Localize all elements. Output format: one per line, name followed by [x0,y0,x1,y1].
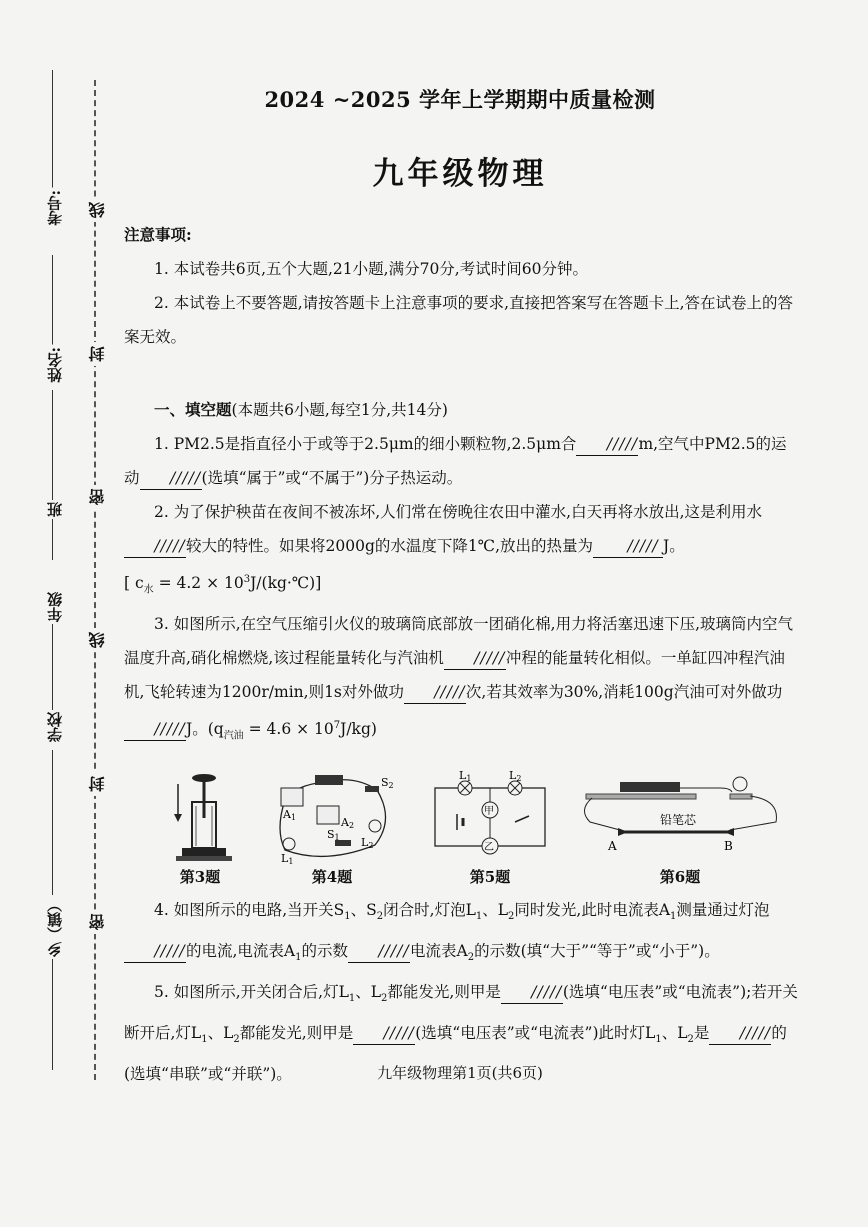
q3-formula-q: J。(q [186,720,224,739]
q2-text-c: J。 [663,537,685,555]
name-line [52,255,53,345]
exam-title: 2024 ~2025 学年上学期期中质量检测 [264,87,656,112]
answer-blank: ///// [124,718,186,741]
class-line [52,390,53,560]
q2-formula-value: = 4.2 × 10 [153,574,244,593]
section-note: (本题共6小题,每空1分,共14分) [231,401,448,419]
q1-text-c: (选填“属于”或“不属于”)分子热运动。 [201,469,463,487]
q3-text-a: 3. 如图所示,在空气压缩引火仪的玻璃筒底部放一团硝化棉,用力将活塞迅速下压,玻璃筒内空气温度升高,硝化棉燃烧,该过程能量转化与汽油机 [124,615,793,668]
exam-number-line [52,70,53,200]
answer-blank: ///// [576,433,638,456]
label-l2: L2 [509,770,522,783]
notice-title: 注意事项: [124,225,192,244]
pencil-core-figure [580,770,790,865]
label-l1: L1 [459,770,472,783]
q2-formula-sub: 水 [143,584,154,596]
seal-word-seal: 封 [86,342,109,366]
q3-formula-unit: J/kg) [340,720,377,739]
page-footer: 九年级物理第1页(共6页) [377,1064,543,1082]
answer-blank: ///// [404,681,466,704]
seal-word-secret: 密 [86,485,109,509]
q2-formula-exp: 3 [243,574,251,585]
figure-caption-3: 第3题 [179,868,221,886]
q2-text-a: 2. 为了保护秧苗在夜间不被冻坏,人们常在傍晚往农田中灌水,白天再将水放出,这是利用水 [154,503,762,521]
figures-row [130,770,810,890]
binding-margin [0,60,112,1080]
label-pencil-core: 铅笔芯 [660,813,697,827]
notice-block [124,218,800,354]
margin-label-name: 姓名: [46,347,64,383]
label-jia: 甲 [484,806,494,817]
label-a2: A2 [341,816,355,830]
answer-blank: ///// [501,981,563,1004]
ammeter-circuit-figure [265,770,400,865]
answer-blank: ///// [124,940,186,963]
section-title: 一、填空题 [154,400,232,419]
margin-label-exam-number: 考号: [46,190,64,226]
question-1 [124,427,800,495]
town-line [52,950,53,1070]
answer-blank: ///// [124,535,186,558]
answer-blank: ///// [709,1022,771,1045]
margin-label-town: 乡（镇） [46,897,64,957]
margin-label-class: 班 [46,502,64,517]
question-4: 4. 如图所示的电路,当开关$S_1$、$S_2$闭合时,灯泡$L_1$、$L_2$同时发光,此时电流表$A_1$测量通过灯泡/////的电流,电流表$A_1$的示数 /////电流表$A_2$的示数(填“大于”“等于”或“小于”)。 [124,893,800,975]
answer-blank: ///// [444,647,506,670]
notice-item-2: 2. 本试卷上不要答题,请按答题卡上注意事项的要求,直接把答案写在答题卡上,答在试卷上的答案无效。 [124,294,793,346]
q3-formula-sub: 汽油 [223,730,244,742]
answer-blank: ///// [140,467,202,490]
figure-caption-5: 第5题 [469,868,511,886]
q3-text-c: 次,若其效率为30%,消耗100g汽油可对外做功 [465,683,783,702]
label-s2: S2 [381,776,394,790]
answer-blank: ///// [593,535,663,558]
q1-text-b: m,空气中PM2.5的运动 [124,435,787,487]
school-line [52,750,53,910]
fire-syringe-figure [170,770,240,865]
section-heading [124,393,800,427]
label-b: B [724,839,733,853]
seal-word-line: 线 [86,198,109,222]
answer-blank: ///// [348,940,410,963]
question-3 [124,607,800,753]
answer-blank: ///// [353,1022,415,1045]
figure-caption-4: 第4题 [311,868,353,886]
label-l2: L2 [361,836,374,850]
figure-caption-6: 第6题 [659,868,701,886]
question-2 [124,495,800,607]
q2-text-b: 较大的特性。如果将2000g的水温度下降1℃,放出的热量为 [186,537,593,555]
q2-formula-c: [ c [124,574,144,593]
margin-label-school: 学校 [46,712,64,742]
section-fill-in [124,393,800,754]
label-s1: S1 [327,828,340,842]
label-a: A [608,839,617,853]
subject-title: 九年级物理 [372,156,548,192]
question-5: 5. 如图所示,开关闭合后,灯$L_1$、$L_2$都能发光,则甲是 /////(选填“电压表”或“电流表”);若开关断开后,灯$L_1$、$L_2$都能发光,则甲是 /////(选填“电压表”或“电流表”)此时灯$L_1$、$L_2$是 /////的(选填“串联”或“并联”)。 [124,983,798,1084]
label-yi: 乙 [484,842,494,853]
seal-word-seal-2: 封 [86,772,109,796]
q1-text-a: 1. PM2.5是指直径小于或等于2.5μm的细小颗粒物,2.5μm合 [154,435,577,453]
q2-formula-unit: J/(kg·℃)] [250,574,322,593]
q3-text-b: 冲程的能量转化相似。一单缸四冲程汽油机,飞轮转速为1200r/min,则1s对外做功 [124,649,785,702]
seal-word-line-2: 线 [86,628,109,652]
margin-label-grade: 年级 [46,592,64,622]
q3-formula-exp: 7 [333,720,341,732]
schematic-circuit-figure [425,770,555,865]
q3-formula-value: = 4.6 × 10 [243,720,334,739]
label-l1: L1 [281,852,294,865]
seal-word-secret-2: 密 [86,910,109,934]
notice-item-1: 1. 本试卷共6页,五个大题,21小题,满分70分,考试时间60分钟。 [154,260,588,278]
label-a1: A1 [283,808,297,822]
